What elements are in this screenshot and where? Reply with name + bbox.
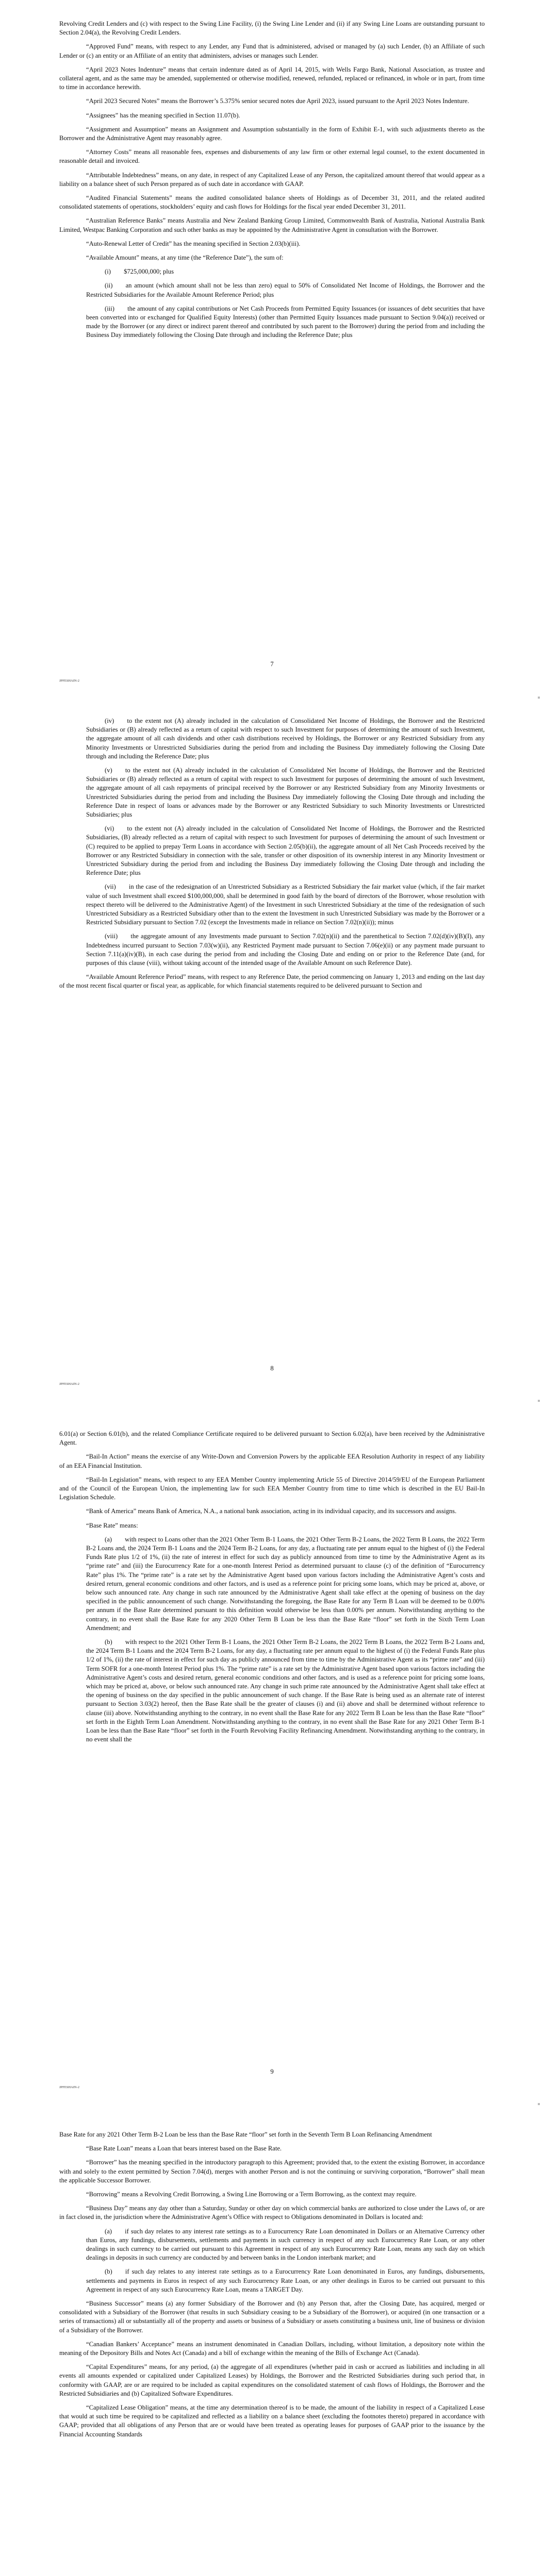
- definition-capitalized-lease-obligation: “Capitalized Lease Obligation” means, at the time any determination thereof is to be made, the amount of the liability in respect of a Capitalized Lease that would at such time be required to be capitalized and reflected as a liability on a balance sheet (excluding the footnotes thereto) prepared in accordance with GAAP; provided that all obligations of any Person that are or would have been treated as operating leases for purposes of GAAP prior to the issuance by the Financial Accounting Standards: [59, 2404, 485, 2438]
- page-footer: JPFESHAIN-2: [59, 2086, 80, 2089]
- page-body: [59, 0, 485, 340]
- definition-available-amount-reference-period: “Available Amount Reference Period” means, with respect to any Reference Date, the period commencing on January 1, 2013 and ending on the last day of the most recent fiscal quarter or fiscal year, as applicable, for which financial statements required to be delivered pursuant to Section and: [59, 973, 485, 990]
- page-number: 7: [270, 660, 274, 668]
- definition-approved-fund: “Approved Fund” means, with respect to any Lender, any Fund that is administered, advised or managed by (a) such Lender, (b) an Affiliate of such Lender or (c) an entity or an Affiliate of an entity that administers, advises or manages such Lender.: [59, 43, 485, 59]
- page-footer: JPFESHAIN-2: [59, 1382, 80, 1386]
- definition-auto-renewal-letter-of-credit: “Auto-Renewal Letter of Credit” has the meaning specified in Section 2.03(b)(iii).: [86, 240, 301, 247]
- definition-bail-in-action: “Bail-In Action” means the exercise of any Write-Down and Conversion Powers by the applicable EEA Resolution Authority in respect of any liability of an EEA Financial Institution.: [59, 1453, 485, 1469]
- page-corner-mark: [538, 1400, 540, 1402]
- page-corner-mark: [538, 2103, 540, 2105]
- page-corner-mark: [538, 697, 540, 699]
- definition-bail-in-legislation: “Bail-In Legislation” means, with respect to any EEA Member Country implementing Article 55 of Directive 2014/59/EU of the European Parliament and of the Council of the European Union, the implementing law for such EEA Member Country from time to time which is described in the EU Bail-In Legislation Schedule.: [59, 1476, 485, 1501]
- definition-australian-reference-banks: “Australian Reference Banks” means Australia and New Zealand Banking Group Limited, Commonwealth Bank of Australia, National Australia Bank Limited, Westpac Banking Corporation and such other banks as may be appointed by the Administrative Agent in consultation with the Borrower.: [59, 217, 485, 233]
- definition-base-rate-loan: “Base Rate Loan” means a Loan that bears interest based on the Base Rate.: [86, 2145, 282, 2153]
- document-page-9: [0, 1406, 544, 2110]
- page-body: [59, 2110, 485, 2439]
- clause-iii: (iii) the amount of any capital contributions or Net Cash Proceeds from Permitted Equity Issuances (or issuances of debt securities that have been converted into or exchanged for Qualified Equity Interests) (other than Permitted Equity Issuances made pursuant to Section 9.04(a)) received or made by the Borrower (or any direct or indirect parent thereof and contributed by such parent to the Borrower) during the period from and including the Business Day immediately following the Closing Date through and including the Reference Date; plus: [86, 304, 485, 339]
- definition-attributable-indebtedness: “Attributable Indebtedness” means, on any date, in respect of any Capitalized Lease of any Person, the capitalized amount thereof that would appear as a liability on a balance sheet of such Person prepared as of such date in accordance with GAAP.: [59, 171, 485, 188]
- definition-attorney-costs: “Attorney Costs” means all reasonable fees, expenses and disbursements of any law firm or other external legal counsel, to the extent documented in reasonable detail and invoiced.: [59, 148, 485, 165]
- paragraph: Revolving Credit Lenders and (c) with respect to the Swing Line Facility, (i) the Swing Line Lender and (ii) if any Swing Line Loans are outstanding pursuant to Section 2.04(a), the Revolving Credit Lenders.: [59, 20, 485, 37]
- base-rate-clause-b: (b) with respect to the 2021 Other Term B-1 Loans, the 2021 Other Term B-2 Loans, the 2022 Term B Loans, the 2022 Term B-2 Loans and, the 2024 Term B-1 Loans and the 2024 Term B-2 Loans, for any day, a fluctuating rate per annum equal to the highest of (i) the Federal Funds Rate plus 1/2 of 1%, (ii) the rate of interest in effect for such day as publicly announced from time to time by the Administrative Agent as its “prime rate” and (iii) Term SOFR for a one-month Interest Period plus 1%. The “prime rate” is a rate set by the Administrative Agent based upon various factors including the Administrative Agent’s costs and desired return, general economic conditions and other factors, and is used as a reference point for pricing some loans, which may be priced at, above, or below such announced rate. Any change in such prime rate announced by the Administrative Agent shall take effect at the opening of business on the day specified in the public announcement of such change. If the Base Rate is being used as an alternate rate of interest pursuant to Section 3.03(2) hereof, then the Base Rate shall be the greater of clauses (i) and (ii) above and shall be determined without reference to clause (iii) above. Notwithstanding anything to the contrary, in no event shall the Base Rate for any 2022 Term B Loan be less than the Base Rate “floor” set forth in the Eighth Term Loan Amendment. Notwithstanding anything to the contrary, in no event shall the Base Rate for any 2021 Other Term B-1 Loan be less than the Base Rate “floor” set forth in the Fourth Revolving Facility Refinancing Amendment. Notwithstanding anything to the contrary, in no event shall the: [86, 1638, 485, 1743]
- clause-v: (v) to the extent not (A) already included in the calculation of Consolidated Net Income of Holdings, the Borrower and the Restricted Subsidiaries or (B) already reflected as a return of capital with respect to such Investment for purposes of determining the amount of such Investment, the aggregate amount of all cash repayments of principal received by the Borrower or any Restricted Subsidiary from any Minority Investments or Unrestricted Subsidiaries during the period from and including the Business Day immediately following the Closing Date through and including the Reference Date in respect of loans or advances made by the Borrower or any Restricted Subsidiary to such Minority Investments or Unrestricted Subsidiaries; plus: [86, 767, 485, 819]
- paragraph: Base Rate for any 2021 Other Term B-2 Loan be less than the Base Rate “floor” set forth in the Seventh Term B Loan Refinancing Amendment: [59, 2131, 432, 2138]
- clause-i: (i) $725,000,000; plus: [105, 268, 174, 276]
- clause-iv: (iv) to the extent not (A) already included in the calculation of Consolidated Net Income of Holdings, the Borrower and the Restricted Subsidiaries or (B) already reflected as a return of capital with respect to such Investment for purposes of determining the amount of such Investment, the aggregate amount of all cash dividends and other cash distributions received by Holdings, the Borrower or any Restricted Subsidiary from any Minority Investments or Unrestricted Subsidiaries during the period from and including the Business Day immediately following the Closing Date through and including the Reference Date; plus: [86, 717, 485, 760]
- page-body: [59, 1406, 485, 1744]
- definition-base-rate: “Base Rate” means:: [86, 1521, 138, 1529]
- clause-vi: (vi) to the extent not (A) already included in the calculation of Consolidated Net Income of Holdings, the Borrower and the Restricted Subsidiaries, (B) already reflected as a return of capital with respect to such Investment for purposes of determining the amount of such Investment or (C) required to be applied to prepay Term Loans in accordance with Section 2.05(b)(ii), the aggregate amount of all Net Cash Proceeds received by the Borrower or any Restricted Subsidiary in connection with the sale, transfer or other disposition of its ownership interest in any Minority Investment or Unrestricted Subsidiary during the period from and including the Business Day immediately following the Closing Date through and including the Reference Date; plus: [86, 825, 485, 877]
- definition-borrowing: “Borrowing” means a Revolving Credit Borrowing, a Swing Line Borrowing or a Term Borrowing, as the context may require.: [86, 2191, 417, 2198]
- business-day-clause-a: (a) if such day relates to any interest rate settings as to a Eurocurrency Rate Loan denominated in Dollars or an Alternative Currency other than Euros, any fundings, disbursements, settlements and payments in such currency in respect of any such Eurocurrency Rate Loan, or any other dealings in such currency to be carried out pursuant to this Agreement in respect of any such Eurocurrency Rate Loan, means any such day on which dealings in deposits in such currency are conducted by and between banks in the London interbank market; and: [86, 2227, 485, 2262]
- definition-borrower: “Borrower” has the meaning specified in the introductory paragraph to this Agreement; provided that, to the extent the existing Borrower, in accordance with and solely to the extent permitted by Section 7.04(d), merges with another Person and is not the continuing or surviving corporation, “Borrower” shall mean the applicable Successor Borrower.: [59, 2159, 485, 2184]
- definition-capital-expenditures: “Capital Expenditures” means, for any period, (a) the aggregate of all expenditures (whether paid in cash or accrued as liabilities and including in all events all amounts expended or capitalized under Capitalized Leases) by Holdings, the Borrower and the Restricted Subsidiaries during such period that, in conformity with GAAP, are or are required to be included as capital expenditures on the consolidated statement of cash flows of Holdings, the Borrower and the Restricted Subsidiaries and (b) Capitalized Software Expenditures.: [59, 2363, 485, 2397]
- base-rate-clause-a: (a) with respect to Loans other than the 2021 Other Term B-1 Loans, the 2021 Other Term B-2 Loans, the 2022 Term B Loans, the 2022 Term B-2 Loans and, the 2024 Term B-1 Loans and the 2024 Term B-2 Loans, for any day, a fluctuating rate per annum equal to the highest of (i) the Federal Funds Rate plus 1/2 of 1%, (ii) the rate of interest in effect for such day as publicly announced from time to time by the Administrative Agent as its “prime rate” and (iii) the Eurocurrency Rate for a one-month Interest Period as determined pursuant to clause (c) of the definition of “Eurocurrency Rate” plus 1%. The “prime rate” is a rate set by the Administrative Agent based upon various factors including the Administrative Agent’s costs and desired return, general economic conditions and other factors, and is used as a reference point for pricing some loans, which may be priced at, above, or below such announced rate. Any change in such rate announced by the Administrative Agent shall take effect at the opening of business on the day specified in the public announcement of such change. Notwithstanding the foregoing, the Base Rate for any Term B Loan will be deemed to be 0.00% per annum if the Base Rate determined pursuant to this definition would otherwise be less than 0.00% per annum. Notwithstanding anything to the contrary, in no event shall the Base Rate for any 2020 Other Term B Loan be less than the Base Rate “floor” set forth in the Sixth Term Loan Amendment; and: [86, 1535, 485, 1632]
- page-body: [59, 703, 485, 991]
- page-number: 8: [270, 1365, 274, 1372]
- page-number: 9: [270, 2068, 274, 2075]
- document-page-8: [0, 703, 544, 1406]
- definition-business-day: “Business Day” means any day other than a Saturday, Sunday or other day on which commercial banks are authorized to close under the Laws of, or are in fact closed in, the jurisdiction where the Administrative Agent’s Office with respect to Obligations denominated in Dollars is located and:: [59, 2205, 485, 2221]
- definition-april-2023-notes-indenture: “April 2023 Notes Indenture” means that certain indenture dated as of April 14, 2015, with Wells Fargo Bank, National Association, as trustee and collateral agent, and as the same may be amended, supplemented or otherwise modified, renewed, refunded, replaced or refinanced, in whole or in part, from time to time in accordance herewith.: [59, 65, 485, 91]
- clause-vii: (vii) in the case of the redesignation of an Unrestricted Subsidiary as a Restricted Subsidiary the fair market value (which, if the fair market value of such Investment shall exceed $100,000,000, shall be determined in good faith by the board of directors of the Borrower, whose resolution with respect thereto will be delivered to the Administrative Agent) of the Investment in such Unrestricted Subsidiary at the time of the redesignation of such Unrestricted Subsidiary as a Restricted Subsidiary other than to the extent the Investment in such Unrestricted Subsidiary was made by the Borrower or a Restricted Subsidiary pursuant to Section 7.02 (except the Investments made in reliance on Section 7.02(n)(ii)); minus: [86, 883, 485, 926]
- definition-canadian-bankers-acceptance: “Canadian Bankers’ Acceptance” means an instrument denominated in Canadian Dollars, including, without limitation, a depository note within the meaning of the Depository Bills and Notes Act (Canada) and a bill of exchange within the meaning of the Bills of Exchange Act (Canada).: [59, 2340, 485, 2357]
- definition-assignees: “Assignees” has the meaning specified in Section 11.07(b).: [86, 111, 240, 119]
- document-page-10: [0, 2110, 544, 2576]
- page-footer: JPFESHAIN-2: [59, 679, 80, 683]
- definition-audited-financial-statements: “Audited Financial Statements” means the audited consolidated balance sheets of Holdings as of December 31, 2011, and the related audited consolidated statements of operations, stockholders’ equity and cash flows for Holdings for the fiscal year ended December 31, 2011.: [59, 194, 485, 211]
- definition-available-amount: “Available Amount” means, at any time (the “Reference Date”), the sum of:: [86, 254, 284, 262]
- definition-bank-of-america: “Bank of America” means Bank of America, N.A., a national bank association, acting in its individual capacity, and its successors and assigns.: [86, 1507, 457, 1515]
- clause-viii: (viii) the aggregate amount of any Investments made pursuant to Section 7.02(n)(ii) and the parenthetical to Section 7.02(d)(iv)(B)(I), any Indebtedness incurred pursuant to Section 7.03(w)(ii), any Restricted Payment made pursuant to Section 7.06(e)(ii) or any payment made pursuant to Section 7.11(a)(iv)(B), in each case during the period from and including the Closing Date and ending on or prior to the Reference Date (and, for purposes of this clause (viii), without taking account of the intended usage of the Available Amount on such Reference Date).: [86, 933, 485, 967]
- definition-business-successor: “Business Successor” means (a) any former Subsidiary of the Borrower and (b) any Person that, after the Closing Date, has acquired, merged or consolidated with a Subsidiary of the Borrower (that results in such Subsidiary ceasing to be a Subsidiary of the Borrower), or acquired (in one transaction or a series of transactions) all or substantially all of the property and assets or business of a Subsidiary or assets constituting a business unit, line of business or division of a Subsidiary of the Borrower.: [59, 2300, 485, 2334]
- definition-assignment-and-assumption: “Assignment and Assumption” means an Assignment and Assumption substantially in the form of Exhibit E-1, with such adjustments thereto as the Borrower and the Administrative Agent may reasonably agree.: [59, 125, 485, 142]
- document-page-7: [0, 0, 544, 703]
- paragraph: 6.01(a) or Section 6.01(b), and the related Compliance Certificate required to be delivered pursuant to Section 6.02(a), have been received by the Administrative Agent.: [59, 1430, 485, 1447]
- definition-april-2023-secured-notes: “April 2023 Secured Notes” means the Borrower’s 5.375% senior secured notes due April 2023, issued pursuant to the April 2023 Notes Indenture.: [86, 97, 469, 105]
- clause-ii: (ii) an amount (which amount shall not be less than zero) equal to 50% of Consolidated Net Income of Holdings, the Borrower and the Restricted Subsidiaries for the Available Amount Reference Period; plus: [86, 282, 485, 298]
- business-day-clause-b: (b) if such day relates to any interest rate settings as to a Eurocurrency Rate Loan denominated in Euros, any fundings, disbursements, settlements and payments in Euros in respect of any such Eurocurrency Rate Loan, or any other dealings in Euros to be carried out pursuant to this Agreement in respect of any such Eurocurrency Rate Loan, means a TARGET Day.: [86, 2268, 485, 2293]
